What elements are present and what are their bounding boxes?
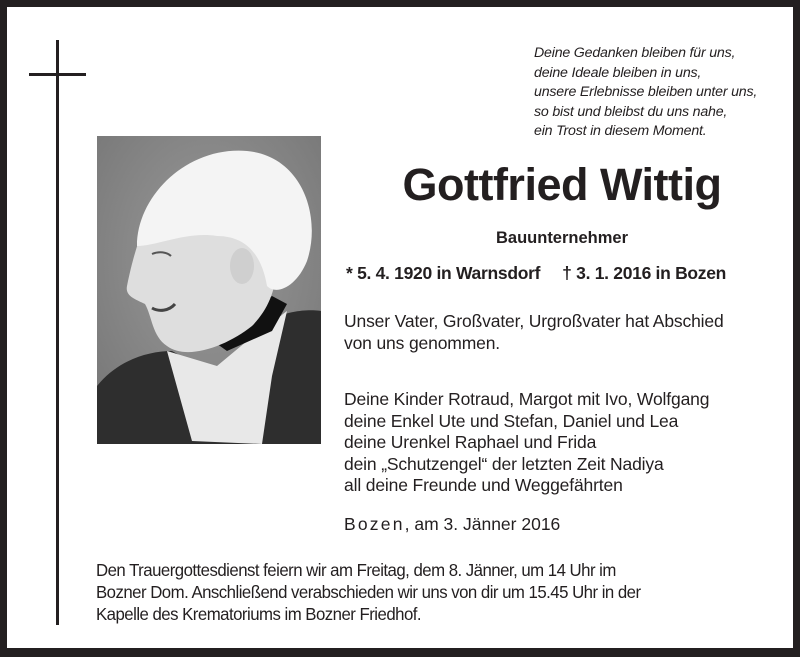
portrait-icon: [97, 136, 321, 444]
obituary-notice: [7, 7, 793, 648]
intro-line: Unser Vater, Großvater, Urgroßvater hat Abschied: [344, 311, 724, 331]
service-line: Den Trauergottesdienst feiern wir am Freitag, dem 8. Jänner, um 14 Uhr im: [96, 560, 616, 580]
portrait-photo: [97, 136, 321, 444]
birth-date: * 5. 4. 1920 in Warnsdorf: [346, 263, 541, 283]
quote-line: ein Trost in diesem Moment.: [534, 123, 707, 139]
cross-icon-crossbar: [29, 73, 86, 76]
signoff-place: Bozen: [344, 514, 405, 534]
funeral-service-info: [96, 559, 641, 625]
mourner-line: dein „Schutzengel“ der letzten Zeit Nadiya: [344, 453, 664, 474]
mourner-line: Deine Kinder Rotraud, Margot mit Ivo, Wolfgang: [344, 389, 710, 409]
service-line: Bozner Dom. Anschließend verabschieden wir uns von dir um 15.45 Uhr in der: [96, 582, 641, 602]
death-date: † 3. 1. 2016 in Bozen: [562, 263, 727, 283]
quote-line: so bist und bleibst du uns nahe,: [534, 103, 728, 120]
life-dates: [346, 263, 726, 284]
intro-text: [344, 311, 724, 354]
mourner-line: deine Urenkel Raphael und Frida: [344, 432, 597, 452]
mourner-line: all deine Freunde und Weggefährten: [344, 475, 623, 495]
cross-icon: [56, 40, 59, 625]
mourners-list: [344, 389, 709, 497]
quote-line: deine Ideale bleiben in uns,: [534, 64, 702, 81]
deceased-name: Gottfried Wittig: [402, 159, 722, 210]
intro-line: von uns genommen.: [344, 332, 501, 353]
memorial-quote: [534, 44, 757, 142]
quote-line: unsere Erlebnisse bleiben unter uns,: [534, 84, 758, 100]
place-and-date: [344, 514, 560, 535]
mourner-line: deine Enkel Ute und Stefan, Daniel und Lea: [344, 410, 679, 431]
quote-line: Deine Gedanken bleiben für uns,: [534, 45, 736, 61]
signoff-date: , am 3. Jänner 2016: [404, 514, 561, 534]
service-line: Kapelle des Krematoriums im Bozner Friedhof.: [96, 604, 422, 624]
profession: Bauunternehmer: [495, 229, 629, 247]
